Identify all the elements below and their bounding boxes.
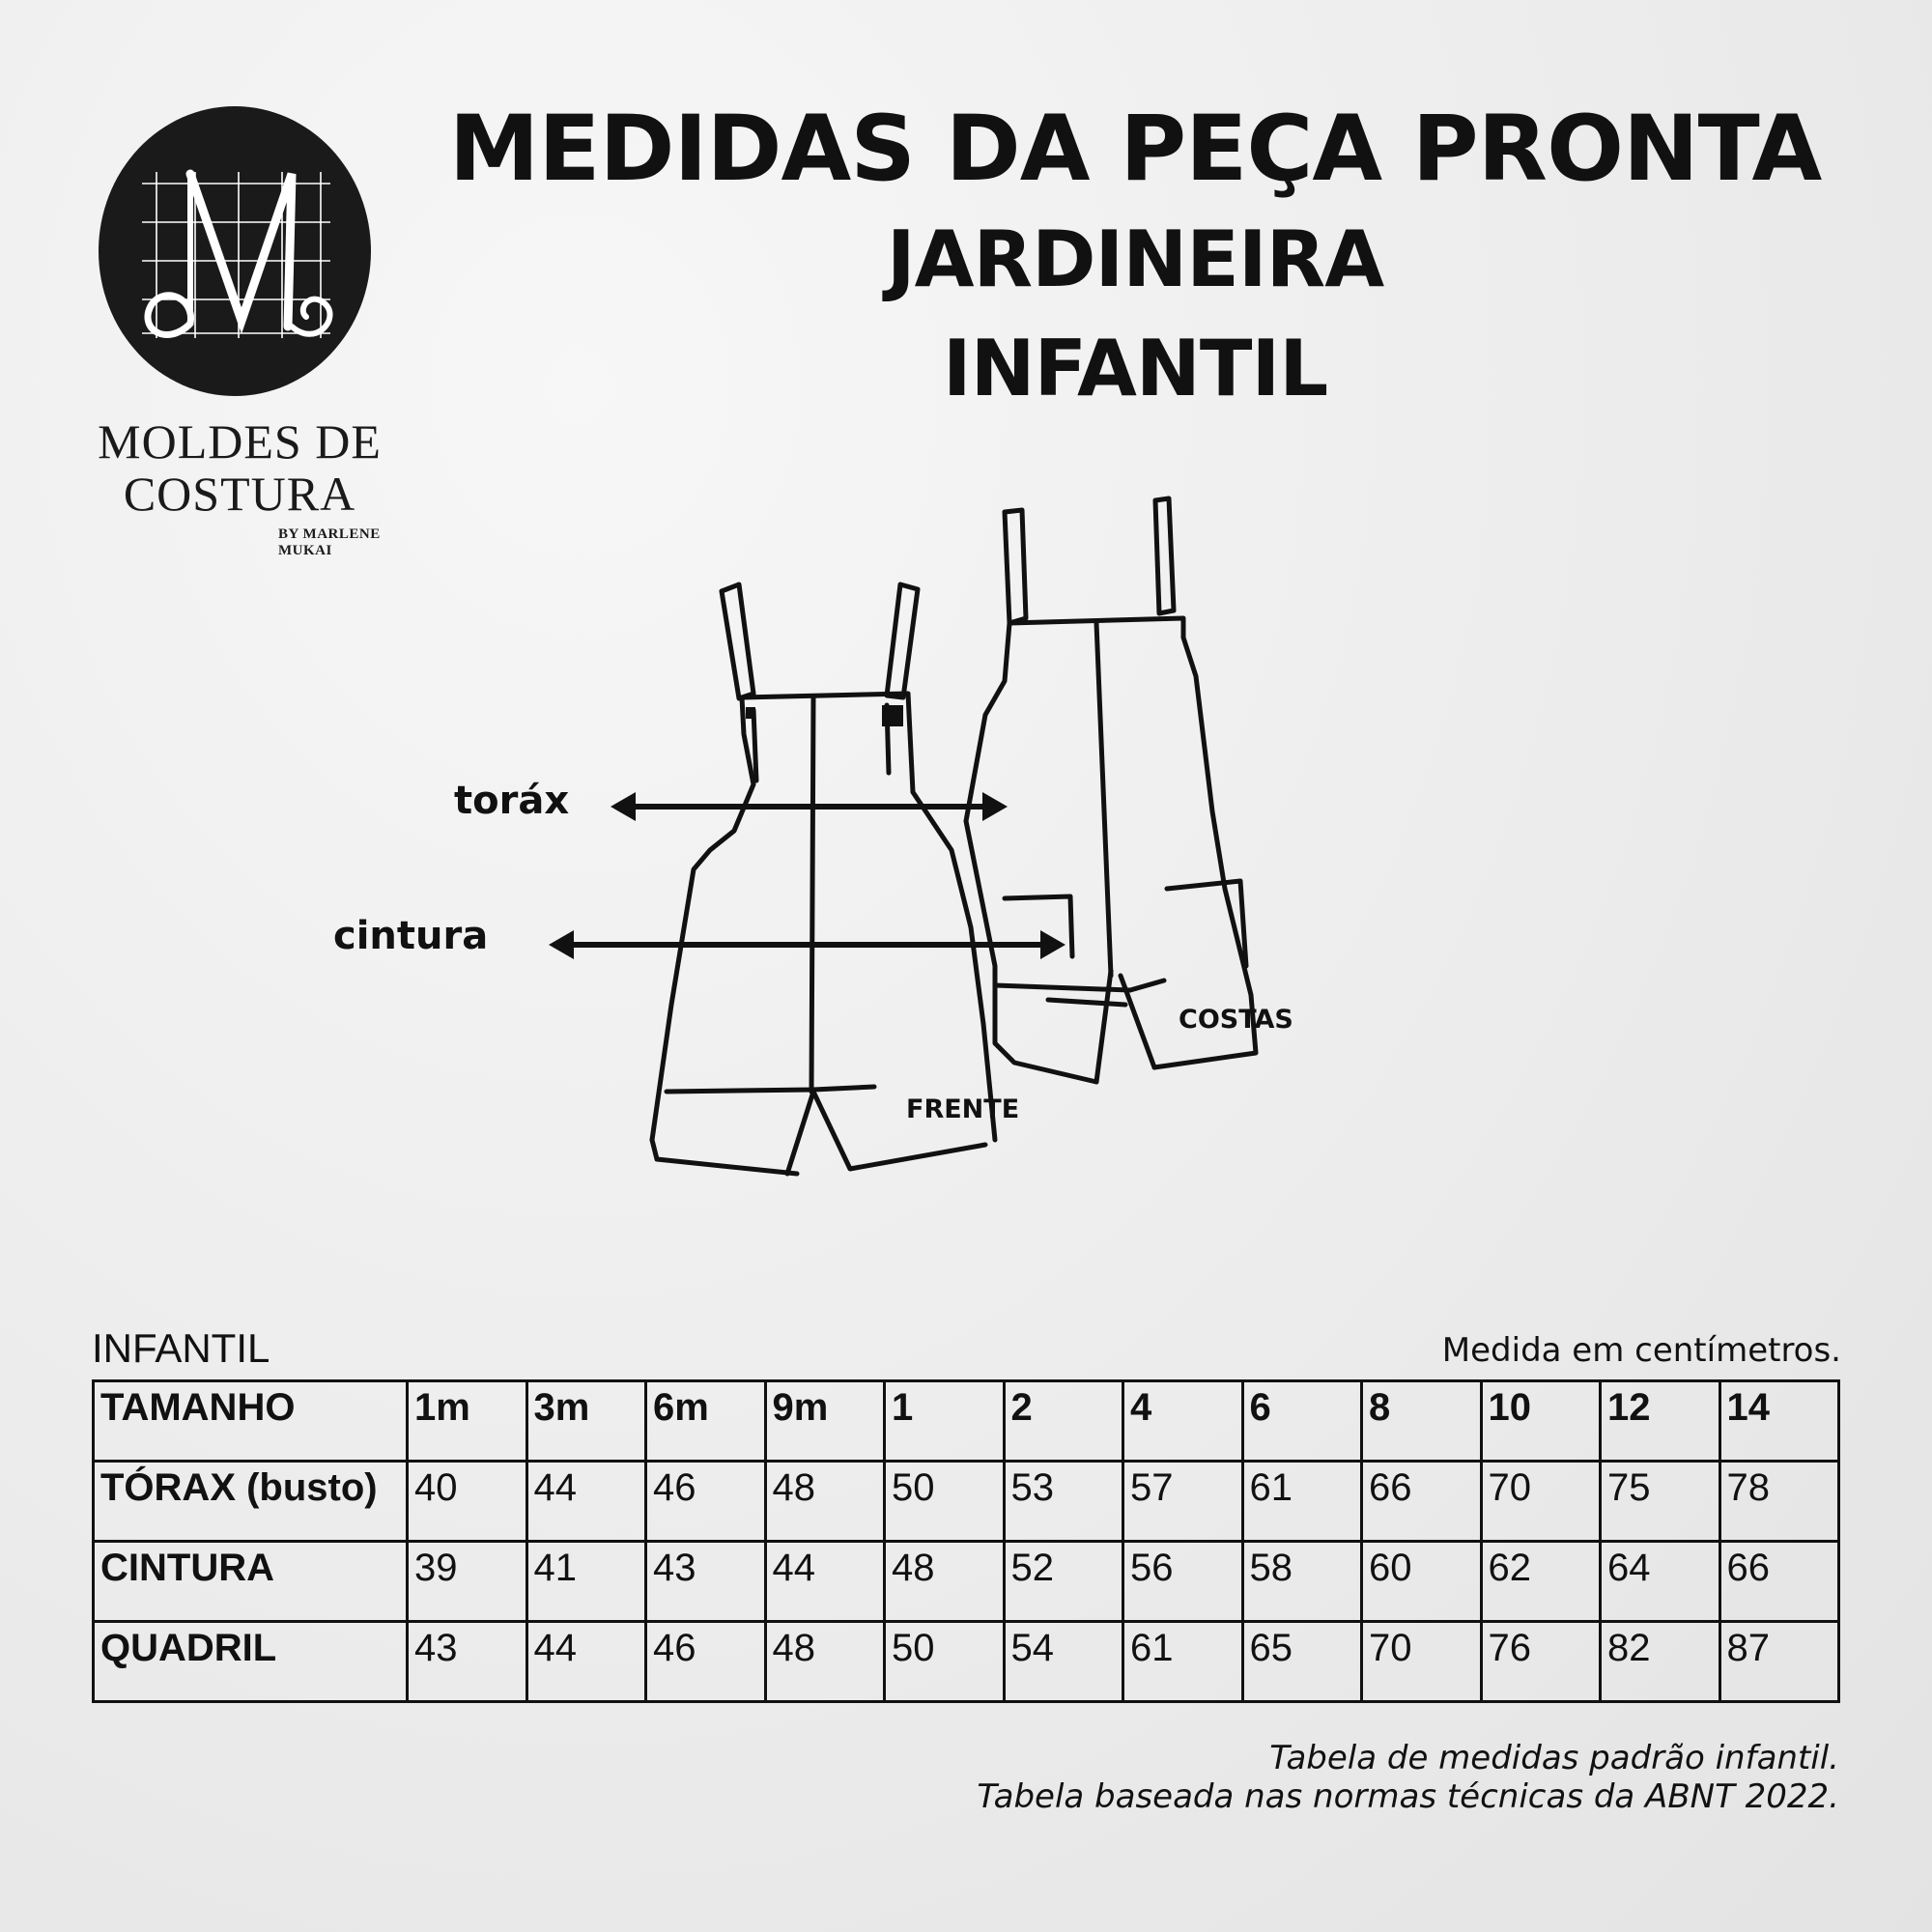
label-costas: COSTAS bbox=[1179, 1005, 1293, 1035]
table-caption: INFANTIL bbox=[92, 1325, 270, 1371]
measurement-cell: 44 bbox=[526, 1462, 646, 1542]
measurement-cell: 56 bbox=[1123, 1542, 1243, 1622]
measurement-cell: 64 bbox=[1601, 1542, 1720, 1622]
brand-byline: BY MARLENE MUKAI bbox=[278, 526, 381, 558]
measurement-cell: 41 bbox=[526, 1542, 646, 1622]
overalls-back-drawing bbox=[966, 498, 1256, 1082]
size-header-cell: 14 bbox=[1719, 1381, 1839, 1462]
overalls-front-drawing bbox=[652, 584, 995, 1174]
size-header-cell: 6m bbox=[646, 1381, 766, 1462]
size-header-cell: 2 bbox=[1004, 1381, 1123, 1462]
page-title: MEDIDAS DA PEÇA PRONTA bbox=[448, 97, 1822, 202]
measurement-cell: 61 bbox=[1123, 1622, 1243, 1702]
size-header-cell: 10 bbox=[1481, 1381, 1601, 1462]
size-header-cell: 12 bbox=[1601, 1381, 1720, 1462]
measurement-cell: 70 bbox=[1481, 1462, 1601, 1542]
measurement-cell: 48 bbox=[765, 1462, 885, 1542]
measurement-cell: 53 bbox=[1004, 1462, 1123, 1542]
logo-emblem bbox=[99, 106, 371, 396]
measurement-cell: 70 bbox=[1362, 1622, 1482, 1702]
measurement-cell: 65 bbox=[1242, 1622, 1362, 1702]
size-header-cell: 6 bbox=[1242, 1381, 1362, 1462]
measurement-cell: 78 bbox=[1719, 1462, 1839, 1542]
table-header-row bbox=[94, 1381, 1839, 1462]
measurement-cell: 50 bbox=[885, 1462, 1005, 1542]
unit-note: Medida em centímetros. bbox=[1441, 1331, 1841, 1370]
size-header-cell: 3m bbox=[526, 1381, 646, 1462]
measurement-cell: 82 bbox=[1601, 1622, 1720, 1702]
footnote-abnt: Tabela baseada nas normas técnicas da ABNT 2022. bbox=[977, 1777, 1839, 1816]
row-label: TAMANHO bbox=[94, 1381, 408, 1462]
measurement-cell: 43 bbox=[646, 1542, 766, 1622]
monogram-m-icon bbox=[99, 106, 371, 396]
size-header-cell: 9m bbox=[765, 1381, 885, 1462]
measurement-cell: 58 bbox=[1242, 1542, 1362, 1622]
label-frente: FRENTE bbox=[906, 1094, 1020, 1124]
measurement-cell: 62 bbox=[1481, 1542, 1601, 1622]
measurement-cell: 44 bbox=[526, 1622, 646, 1702]
size-header-cell: 1 bbox=[885, 1381, 1005, 1462]
measurement-cell: 50 bbox=[885, 1622, 1005, 1702]
measurement-cell: 54 bbox=[1004, 1622, 1123, 1702]
measurement-cell: 46 bbox=[646, 1462, 766, 1542]
measurement-cell: 66 bbox=[1362, 1462, 1482, 1542]
row-label: QUADRIL bbox=[94, 1622, 408, 1702]
table-row bbox=[94, 1622, 1839, 1702]
table-row bbox=[94, 1542, 1839, 1622]
brand-name-line1: MOLDES DE bbox=[98, 414, 382, 469]
brand-name-line2: COSTURA bbox=[123, 467, 356, 521]
measurement-cell: 57 bbox=[1123, 1462, 1243, 1542]
measurement-cell: 87 bbox=[1719, 1622, 1839, 1702]
size-header-cell: 8 bbox=[1362, 1381, 1482, 1462]
size-header-cell: 4 bbox=[1123, 1381, 1243, 1462]
measurement-cell: 39 bbox=[408, 1542, 527, 1622]
measurement-cell: 43 bbox=[408, 1622, 527, 1702]
measurement-cell: 66 bbox=[1719, 1542, 1839, 1622]
label-cintura: cintura bbox=[333, 914, 489, 958]
label-torax: toráx bbox=[454, 779, 570, 823]
measurement-cell: 60 bbox=[1362, 1542, 1482, 1622]
measurement-cell: 40 bbox=[408, 1462, 527, 1542]
measurement-cell: 61 bbox=[1242, 1462, 1362, 1542]
size-table bbox=[92, 1379, 1840, 1703]
size-header-cell: 1m bbox=[408, 1381, 527, 1462]
measurement-cell: 48 bbox=[885, 1542, 1005, 1622]
measurement-cell: 76 bbox=[1481, 1622, 1601, 1702]
measurement-cell: 46 bbox=[646, 1622, 766, 1702]
page-subtitle-category: INFANTIL bbox=[942, 324, 1328, 413]
measurement-cell: 44 bbox=[765, 1542, 885, 1622]
row-label: TÓRAX (busto) bbox=[94, 1462, 408, 1542]
footnote-standard: Tabela de medidas padrão infantil. bbox=[1269, 1739, 1839, 1777]
measurement-cell: 48 bbox=[765, 1622, 885, 1702]
page-subtitle-product: JARDINEIRA bbox=[886, 214, 1384, 304]
row-label: CINTURA bbox=[94, 1542, 408, 1622]
measurement-cell: 75 bbox=[1601, 1462, 1720, 1542]
measurement-cell: 52 bbox=[1004, 1542, 1123, 1622]
table-row bbox=[94, 1462, 1839, 1542]
